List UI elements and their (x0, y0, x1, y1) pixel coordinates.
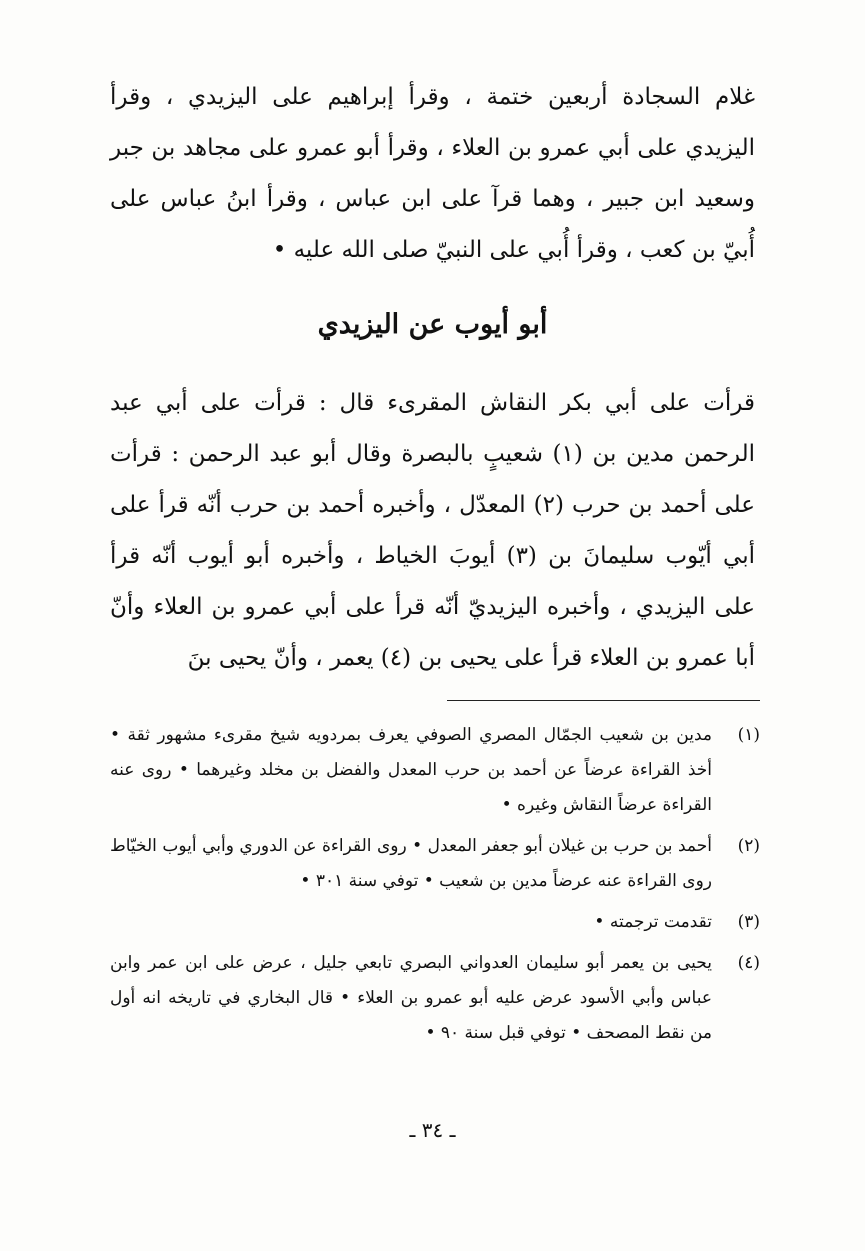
footnote-text: تقدمت ترجمته • (594, 912, 712, 932)
footnote-2 (110, 829, 760, 899)
footnote-number: (١) (737, 725, 760, 745)
footnote-number: (٤) (737, 953, 760, 973)
opening-paragraph (110, 72, 755, 276)
footnote-number: (٢) (737, 836, 760, 856)
footnote-1 (110, 718, 760, 823)
footnote-text: يحيى بن يعمر أبو سليمان العدواني البصري تابعي جليل ، عرض على ابن عمر وابن عباس وأبي الأسود عرض عليه أبو عمرو بن العلاء • قال البخاري في تاريخه انه أول من نقط المصحف • توفي قبل سنة ٩٠ • (110, 953, 712, 1043)
footnote-number: (٣) (737, 912, 760, 932)
footnote-text: أحمد بن حرب بن غيلان أبو جعفر المعدل • روى القراءة عن الدوري وأبي أيوب الخيّاط روى القراءة عنه عرضاً مدين بن شعيب • توفي سنة ٣٠١ • (110, 836, 712, 891)
footnote-separator (447, 700, 760, 701)
footnote-4 (110, 946, 760, 1051)
footnote-3 (110, 905, 760, 940)
footnotes (110, 718, 760, 1057)
section-paragraph-text: قرأت على أبي بكر النقاش المقرىء قال : قرأت على أبي عبد الرحمن مدين بن (١) شعيبٍ بالبصرة وقال أبو عبد الرحمن : قرأت على أحمد بن حرب (٢) المعدّل ، وأخبره أحمد بن حرب أنّه قرأ على أبي أيّوب سليمانَ بن (٣) أيوبَ الخياط ، وأخبره أبو أيوب أنّه قرأ على اليزيدي ، وأخبره اليزيديّ أنّه قرأ على أبي عمرو بن العلاء وأنّ أبا عمرو بن العلاء قرأ على يحيى بن (٤) يعمر ، وأنّ يحيى بنَ (110, 390, 756, 671)
page-number: ـ ٣٤ ـ (409, 1118, 456, 1142)
section-paragraph (110, 378, 755, 684)
opening-paragraph-text: غلام السجادة أربعين ختمة ، وقرأ إبراهيم على اليزيدي ، وقرأ اليزيدي على أبي عمرو بن العلاء ، وقرأ أبو عمرو على مجاهد بن جبر وسعيد ابن جبير ، وهما قرآ على ابن عباس ، وقرأ ابنُ عباس على أُبيّ بن كعب ، وقرأ أُبي على النبيّ صلى الله عليه • (110, 84, 755, 263)
footnote-text: مدين بن شعيب الجمّال المصري الصوفي يعرف بمردويه شيخ مقرىء مشهور ثقة • أخذ القراءة عرضاً عن أحمد بن حرب المعدل والفضل بن مخلد وغيرهما • روى عنه القراءة عرضاً النقاش وغيره • (110, 725, 712, 815)
section-heading: أبو أيوب عن اليزيدي (317, 309, 548, 340)
